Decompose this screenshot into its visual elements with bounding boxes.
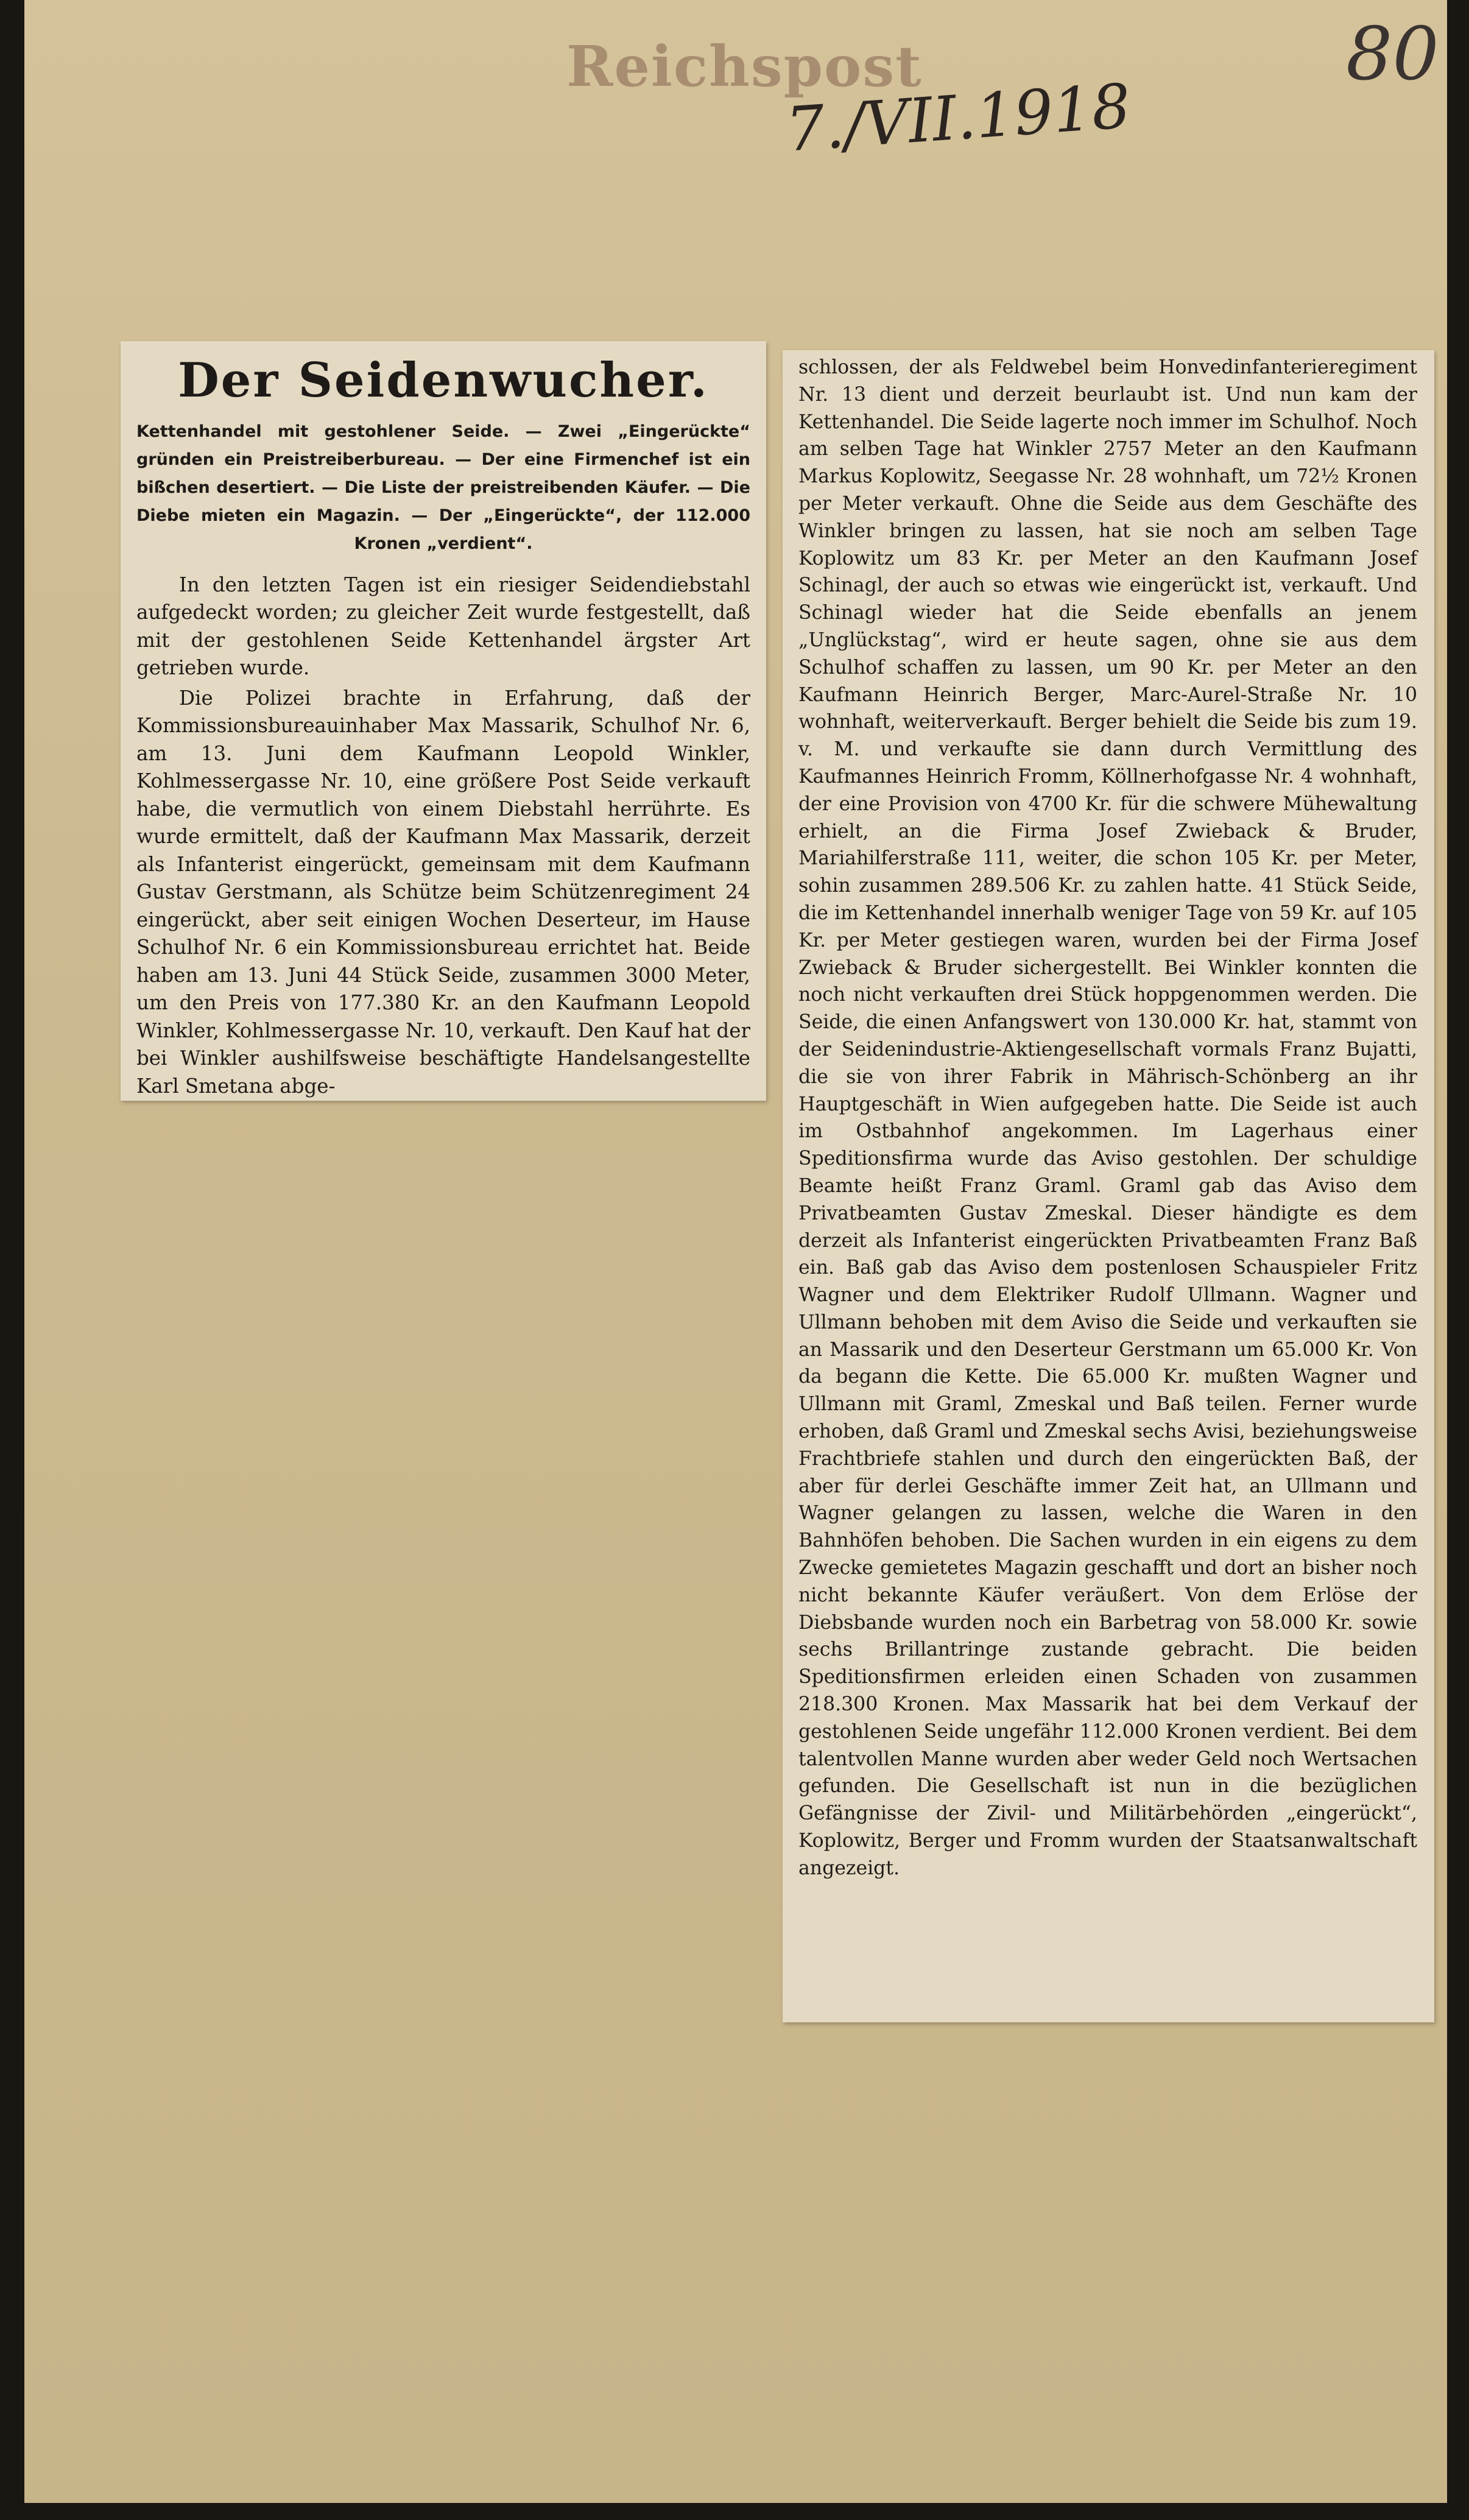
article-paragraph: schlossen, der als Feldwebel beim Honvedinfanterieregiment Nr. 13 dient und derzeit beurlaubt ist. Und nun kam der Kettenhandel. Die Seide lagerte noch immer im Schulhof. Noch am selben Tage hat Winkler 2757 Meter an den Kaufmann Markus Koplowitz, Seegasse Nr. 28 wohnhaft, um 72½ Kronen per Meter verkauft. Ohne die Seide aus dem Geschäfte des Winkler bringen zu lassen, hat sie noch am selben Tage Koplowitz um 83 Kr. per Meter an den Kaufmann Josef Schinagl, der auch so etwas wie eingerückt ist, verkauft. Und Schinagl wieder hat die Seide ebenfalls an jenem „Unglückstag“, wird er heute sagen, ohne sie aus dem Schulhof schaffen zu lassen, um 90 Kr. per Meter an den Kaufmann Heinrich Berger, Marc-Aurel-Straße Nr. 10 wohnhaft, weiterverkauft. Berger behielt die Seide bis zum 19. v. M. und verkaufte sie dann durch Vermittlung des Kaufmannes Heinrich Fromm, Köllnerhofgasse Nr. 4 wohnhaft, der eine Provision von 4700 Kr. für die schwere Mühewaltung erhielt, an die Firma Josef Zwieback & Bruder, Mariahilferstraße 111, weiter, die schon 105 Kr. per Meter, sohin zusammen 289.506 Kr. zu zahlen hatte. 41 Stück Seide, die im Kettenhandel innerhalb weniger Tage von 59 Kr. auf 105 Kr. per Meter gestiegen waren, wurden bei der Firma Josef Zwieback & Bruder sichergestellt. Bei Winkler konnten die noch nicht verkauften drei Stück hoppgenommen werden. Die Seide, die einen Anfangswert von 130.000 Kr. hat, stammt von der Seidenindustrie-Aktiengesellschaft vormals Franz Bujatti, die sie von ihrer Fabrik in Mährisch-Schönberg an ihr Hauptgeschäft in Wien aufgegeben hatte. Die Seide ist auch im Ostbahnhof angekommen. Im Lagerhaus einer Speditionsfirma wurde das Aviso gestohlen. Der schuldige Beamte heißt Franz Graml. Graml gab das Aviso dem Privatbeamten Gustav Zmeskal. Dieser händigte es dem derzeit als Infanterist eingerückten Privatbeamten Franz Baß ein. Baß gab das Aviso dem postenlosen Schauspieler Fritz Wagner und dem Elektriker Rudolf Ullmann. Wagner und Ullmann behoben mit dem Aviso die Seide und verkauften sie an Massarik und den Deserteur Gerstmann um 65.000 Kr. Von da begann die Kette. Die 65.000 Kr. mußten Wagner und Ullmann mit Graml, Zmeskal und Baß teilen. Ferner wurde erhoben, daß Graml und Zmeskal sechs Avisi, beziehungsweise Frachtbriefe stahlen und durch den eingerückten Baß, der aber für derlei Geschäfte immer Zeit hat, an Ullmann und Wagner gelangen zu lassen, welche die Waren in den Bahnhöfen behoben. Die Sachen wurden in ein eigens zu dem Zwecke gemietetes Magazin geschafft und dort an bisher noch nicht bekannte Käufer veräußert. Von dem Erlöse der Diebsbande wurden noch ein Barbetrag von 58.000 Kr. sowie sechs Brillantringe zustande gebracht. Die beiden Speditionsfirmen erleiden einen Schaden von zusammen 218.300 Kronen. Max Massarik hat bei dem Verkauf der gestohlenen Seide ungefähr 112.000 Kronen verdient. Bei dem talentvollen Manne wurden aber weder Geld noch Wertsachen gefunden. Die Gesellschaft ist nun in die bezüglichen Gefängnisse der Zivil- und Militärbehörden „eingerückt“, Koplowitz, Berger und Fromm wurden der Staatsanwaltschaft angezeigt. <box>798 356 1417 1879</box>
handwritten-date: 7./VII.1918 <box>783 70 1133 166</box>
page-number: 80 <box>1346 12 1439 97</box>
article-paragraph: Die Polizei brachte in Erfahrung, daß der Kommissionsbureauinhaber Max Massarik, Schulhof Nr. 6, am 13. Juni dem Kaufmann Leopold Winkler, Kohlmessergasse Nr. 10, eine größere Post Seide verkauft habe, die vermutlich von einem Diebstahl herrührte. Es wurde ermittelt, daß der Kaufmann Max Massarik, derzeit als Infanterist eingerückt, gemeinsam mit dem Kaufmann Gustav Gerstmann, als Schütze beim Schützenregiment 24 eingerückt, aber seit einigen Wochen Deserteur, im Hause Schulhof Nr. 6 ein Kommissionsbureau errichtet hat. Beide haben am 13. Juni 44 Stück Seide, zusammen 3000 Meter, um den Preis von 177.380 Kr. an den Kaufmann Leopold Winkler, Kohlmessergasse Nr. 10, verkauft. Den Kauf hat der bei Winkler aushilfsweise beschäftigte Handelsangestellte Karl Smetana abge- <box>136 686 750 1098</box>
article-subhead: Kettenhandel mit gestohlener Seide. — Zwei „Eingerückte“ gründen ein Preistreiberbureau. — Der eine Firmenchef ist ein bißchen desertiert. — Die Liste der preistreibenden Käufer. — Die Diebe mieten ein Magazin. — Der „Eingerückte“, der 112.000 Kronen „verdient“. <box>136 422 750 553</box>
scan-border-left <box>0 0 24 2520</box>
scan-border-bottom <box>0 2503 1469 2520</box>
newspaper-stamp: Reichspost <box>566 34 923 99</box>
scan-border-right <box>1447 0 1469 2520</box>
clipping-right-column <box>783 350 1434 2022</box>
article-headline: Der Seidenwucher. <box>178 353 709 408</box>
article-paragraph: In den letzten Tagen ist ein riesiger Seidendiebstahl aufgedeckt worden; zu gleicher Zeit wurde festgestellt, daß mit der gestohlenen Seide Kettenhandel ärgster Art getrieben wurde. <box>136 573 750 680</box>
clipping-left-column <box>121 341 766 1101</box>
